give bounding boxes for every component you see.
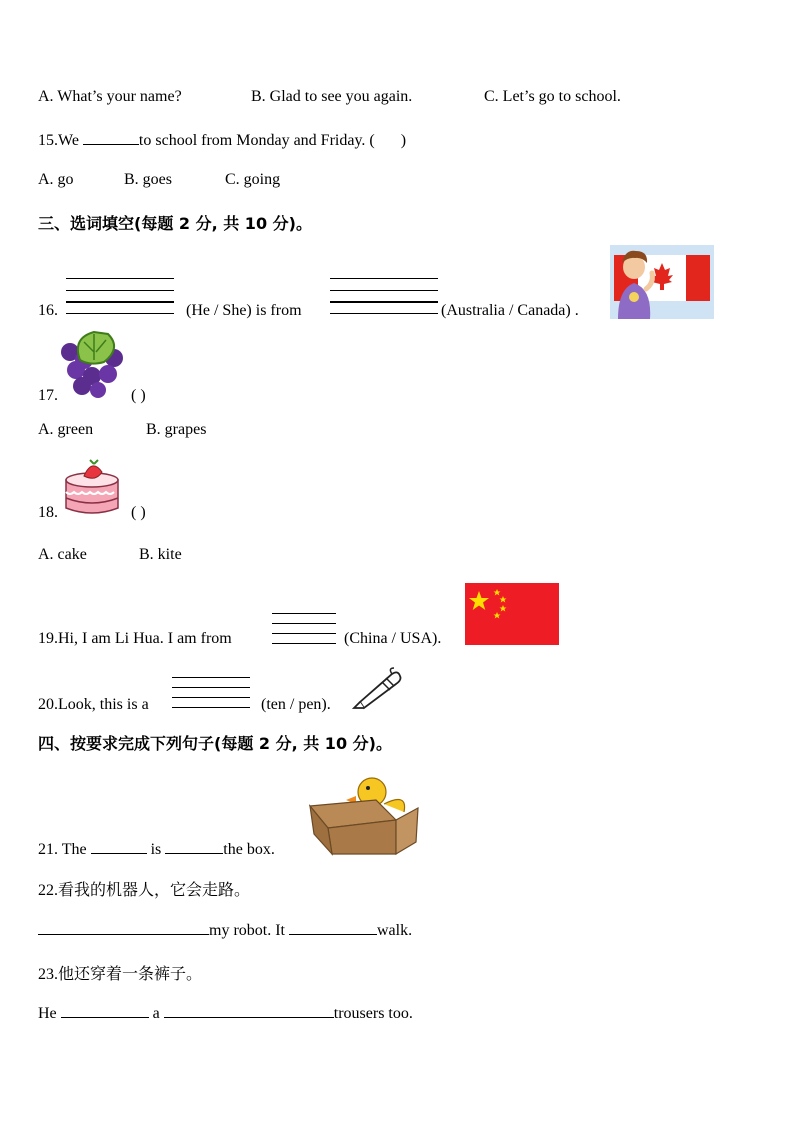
q22-part2: walk.	[377, 922, 413, 939]
q20-choice: (ten / pen).	[261, 696, 331, 713]
q22-blank-1[interactable]	[38, 920, 209, 935]
q18-number: 18.	[38, 504, 58, 521]
q16-choice-1: (He / She) is from	[186, 302, 302, 319]
q23-blank-2[interactable]	[164, 1003, 334, 1018]
q16-number: 16.	[38, 302, 58, 319]
q15-close: )	[400, 132, 407, 149]
canada-flag-boy-picture	[610, 245, 714, 319]
q19-choice: (China / USA).	[344, 630, 442, 647]
q22-blank-2[interactable]	[289, 920, 377, 935]
q17-answer-paren[interactable]: ( )	[131, 387, 146, 404]
q21-blank-1[interactable]	[91, 839, 147, 854]
q21-blank-2[interactable]	[165, 839, 223, 854]
grapes-picture	[58, 326, 124, 402]
q21-end: the box.	[223, 841, 275, 858]
section4-heading: 四、按要求完成下列句子(每题 2 分, 共 10 分)。	[38, 734, 392, 753]
q17-option-b: B. grapes	[146, 421, 207, 438]
duck-in-box-picture	[306, 770, 422, 856]
q23-a: a	[152, 1005, 160, 1022]
q17-number: 17.	[38, 387, 58, 404]
q21-the: The	[61, 841, 87, 858]
q16-writing-lines-1[interactable]	[66, 278, 174, 318]
q21-sentence	[38, 839, 275, 859]
cake-picture	[62, 458, 122, 518]
q22-chinese: 22.看我的机器人，它会走路。	[38, 882, 251, 899]
q15-option-a: A. go	[38, 171, 74, 188]
q16-choice-2: (Australia / Canada) .	[441, 302, 579, 319]
q18-option-a: A. cake	[38, 546, 87, 563]
q15-number: 15.	[38, 132, 58, 149]
q21-is: is	[150, 841, 162, 858]
q16-writing-lines-2[interactable]	[330, 278, 438, 318]
pen-picture	[352, 666, 404, 710]
q15-option-c: C. going	[225, 171, 281, 188]
q15-after: to school from Monday and Friday. (	[138, 132, 375, 149]
q14-option-b: B. Glad to see you again.	[251, 88, 413, 105]
q23-end: trousers too.	[333, 1005, 413, 1022]
q15-option-b: B. goes	[124, 171, 172, 188]
q22-sentence	[38, 920, 412, 940]
q23-chinese: 23.他还穿着一条裤子。	[38, 966, 203, 983]
q19-writing-lines[interactable]	[272, 613, 336, 647]
china-flag-picture	[465, 583, 559, 645]
q20-writing-lines[interactable]	[172, 677, 250, 711]
q17-option-a: A. green	[38, 421, 94, 438]
q19-sentence: 19.Hi, I am Li Hua. I am from	[38, 630, 232, 647]
q15-sentence	[38, 130, 406, 150]
q15-before: We	[58, 132, 79, 149]
q18-option-b: B. kite	[139, 546, 182, 563]
q22-part1: my robot. It	[209, 922, 285, 939]
q14-option-a: A. What’s your name?	[38, 88, 182, 105]
q20-sentence: 20.Look, this is a	[38, 696, 149, 713]
q23-he: He	[38, 1005, 57, 1022]
q15-blank[interactable]	[83, 130, 139, 145]
q23-sentence	[38, 1003, 413, 1023]
section3-heading: 三、选词填空(每题 2 分, 共 10 分)。	[38, 214, 312, 233]
q14-option-c: C. Let’s go to school.	[484, 88, 621, 105]
q21-number: 21.	[38, 841, 58, 858]
q23-blank-1[interactable]	[61, 1003, 149, 1018]
q18-answer-paren[interactable]: ( )	[131, 504, 146, 521]
